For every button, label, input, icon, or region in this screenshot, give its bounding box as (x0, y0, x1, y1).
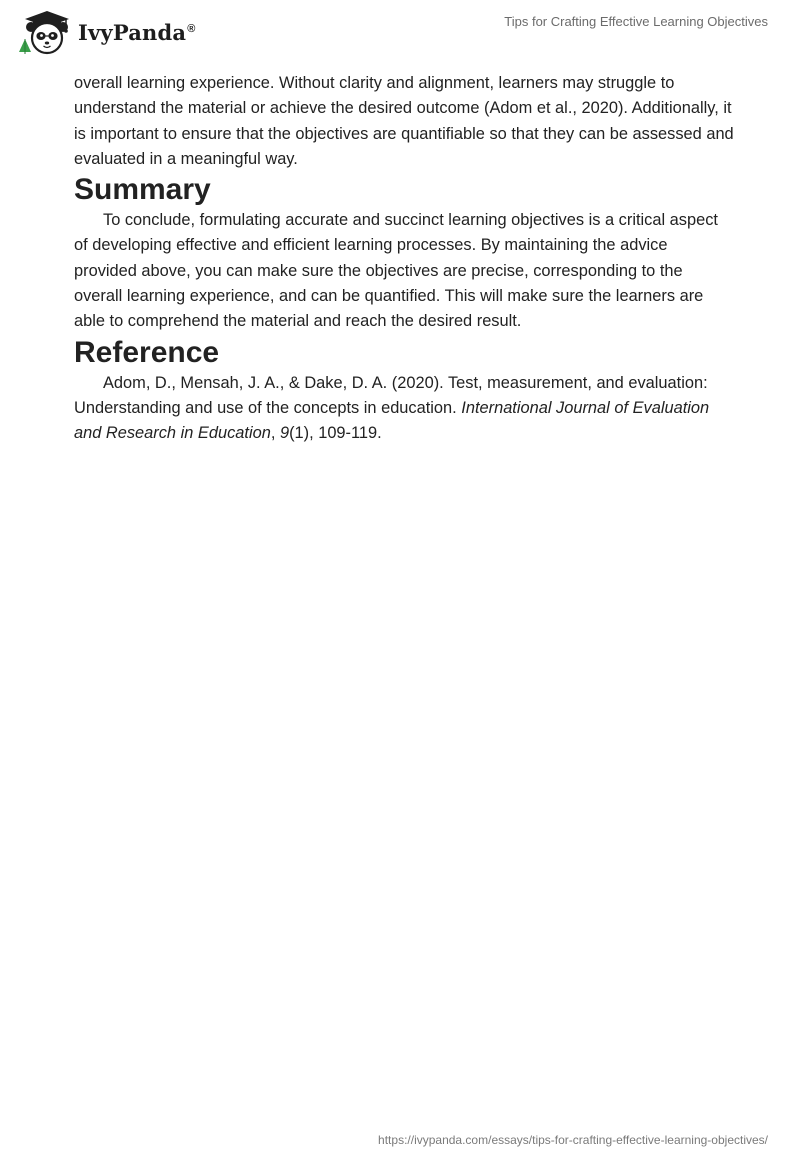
reference-issue-pages: (1), 109-119. (289, 424, 382, 443)
reference-heading: Reference (74, 335, 220, 369)
reference-entry (74, 371, 734, 447)
brand-name: IvyPanda (78, 19, 187, 45)
logo-wordmark (78, 20, 196, 45)
document-title: Tips for Crafting Effective Learning Objectives (504, 14, 768, 29)
essay-content (74, 71, 734, 447)
source-url[interactable]: https://ivypanda.com/essays/tips-for-crafting-effective-learning-objectives/ (378, 1133, 768, 1147)
summary-paragraph: To conclude, formulating accurate and succinct learning objectives is a critical aspect of developing effective and efficient learning processes. By maintaining the advice provided above, you can make sure the objectives are precise, corresponding to the overall learning experience, and can be quantified. This will make sure the learners are able to comprehend the material and reach the desired result. (74, 211, 718, 331)
page-header (0, 0, 800, 62)
reference-journal: International Journal of Evaluation and Research in Education (74, 398, 710, 443)
ivypanda-logo[interactable] (16, 8, 196, 56)
reference-separator: , (270, 424, 280, 443)
intro-paragraph: overall learning experience. Without clarity and alignment, learners may struggle to understand the material or achieve the desired outcome (Adom et al., 2020). Additionally, it is important to ensure that the objectives are quantifiable so that they can be assessed and evaluated in a meaningful way. (74, 74, 734, 168)
registered-mark: ® (187, 22, 196, 35)
panda-graduate-icon (16, 8, 72, 56)
reference-volume: 9 (279, 424, 290, 443)
reference-authors-title: Adom, D., Mensah, J. A., & Dake, D. A. (2020). Test, measurement, and evaluation: Understanding and use of the concepts in education. (74, 373, 708, 417)
summary-heading: Summary (74, 173, 211, 207)
